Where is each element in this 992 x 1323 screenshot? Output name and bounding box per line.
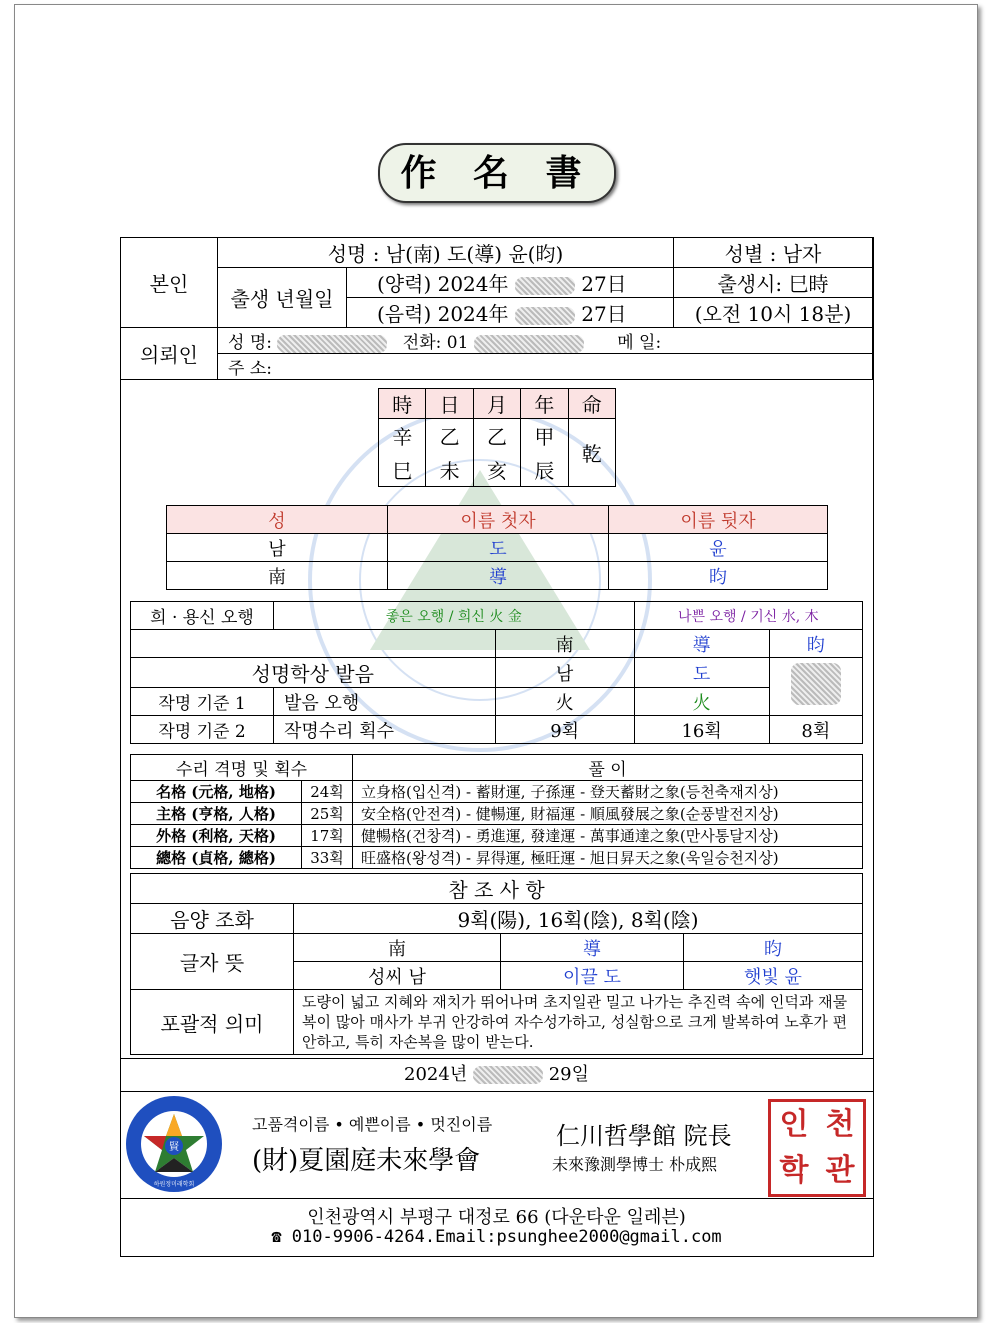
std2-value: 16획 xyxy=(634,716,769,744)
contact: ☎ 010-9906-4264.Email:psunghee2000@gmail.com xyxy=(271,1227,722,1247)
blurred-month xyxy=(515,307,575,325)
meaning-label: 글자 뜻 xyxy=(131,934,294,990)
office-title: 仁川哲學館 院長 xyxy=(556,1122,732,1150)
pron-value: 남 xyxy=(495,658,634,688)
reference-table xyxy=(130,873,863,1055)
meaning-hanja: 南 xyxy=(294,934,501,962)
name-hangul: 윤 xyxy=(609,534,828,562)
std1-value: 火 xyxy=(634,688,769,716)
slogan: 고품격이름 • 예쁜이름 • 멋진이름 xyxy=(252,1115,493,1134)
name-hanja: 導 xyxy=(388,562,609,590)
analysis-table xyxy=(130,601,863,744)
blurred-phone xyxy=(474,335,584,353)
saju-table xyxy=(378,388,616,487)
requester-label: 의뢰인 xyxy=(121,328,218,380)
analysis-hanja: 導 xyxy=(634,630,769,658)
std1-label: 작명 기준 1 xyxy=(131,688,274,716)
logo-center: 賢 xyxy=(169,1142,179,1153)
lunar-date: (음력) 2024年 27日 xyxy=(347,298,674,328)
meaning-hanja: 導 xyxy=(501,934,684,962)
birth-time-label: 출생시: 巳時 xyxy=(674,268,873,298)
name-hangul: 남 xyxy=(167,534,388,562)
suri-count: 24획 xyxy=(302,781,353,803)
birth-label: 출생 년월일 xyxy=(218,268,347,328)
society-logo xyxy=(124,1094,224,1194)
blurred-name xyxy=(277,335,387,353)
meaning-text: 이끌 도 xyxy=(501,962,684,990)
bad-element: 나쁜 오행 / 기신 水, 木 xyxy=(634,602,862,630)
std1-value: 火 xyxy=(495,688,634,716)
suri-table xyxy=(130,754,863,869)
suri-count: 33획 xyxy=(302,847,353,869)
saju-stem: 辛 xyxy=(379,419,426,453)
saju-header: 時 xyxy=(379,389,426,419)
reference-header: 참 조 사 항 xyxy=(131,874,863,904)
blurred-month xyxy=(515,277,575,295)
name-header: 성 xyxy=(167,506,388,534)
saju-branch: 亥 xyxy=(473,453,520,487)
suri-name: 主格 (亨格, 人格) xyxy=(131,803,302,825)
meaning-text: 성씨 남 xyxy=(294,962,501,990)
pron-label: 성명학상 발음 xyxy=(131,658,496,688)
std2-value: 9획 xyxy=(495,716,634,744)
name-line: 성명 : 남(南) 도(導) 윤(昀) xyxy=(218,238,674,268)
person-table xyxy=(120,237,873,380)
doctor-title: 未來豫測學博士 朴成熙 xyxy=(552,1155,718,1174)
std1-sub: 발음 오행 xyxy=(274,688,496,716)
blurred-cell xyxy=(791,663,841,705)
std2-value: 8획 xyxy=(769,716,862,744)
saju-branch: 巳 xyxy=(379,453,426,487)
pron-value-blurred xyxy=(769,658,862,716)
organization: (財)夏園庭未來學會 xyxy=(252,1146,481,1176)
requester-address: 주 소: xyxy=(218,354,873,380)
saju-stem: 甲 xyxy=(521,419,568,453)
name-hanja: 南 xyxy=(167,562,388,590)
saju-gender: 乾 xyxy=(568,419,615,487)
gender: 성별 : 남자 xyxy=(674,238,873,268)
suri-count: 17획 xyxy=(302,825,353,847)
issue-date: 2024년 29일 xyxy=(120,1058,873,1092)
document-title: 作 名 書 xyxy=(378,143,616,203)
saju-stem: 乙 xyxy=(473,419,520,453)
saju-header: 年 xyxy=(521,389,568,419)
suri-header: 수리 격명 및 획수 xyxy=(131,755,353,781)
address: 인천광역시 부평구 대정로 66 (다운타운 일레븐) xyxy=(120,1198,873,1229)
yinyang-label: 음양 조화 xyxy=(131,904,294,934)
pron-value: 도 xyxy=(634,658,769,688)
saju-header: 月 xyxy=(473,389,520,419)
name-header: 이름 첫자 xyxy=(388,506,609,534)
yinyang-value: 9획(陽), 16획(陰), 8획(陰) xyxy=(294,904,863,934)
analysis-label: 희 · 용신 오행 xyxy=(131,602,274,630)
birth-time: (오전 10시 18분) xyxy=(674,298,873,328)
saju-header: 命 xyxy=(568,389,615,419)
blank-cell xyxy=(131,630,496,658)
saju-stem: 乙 xyxy=(426,419,473,453)
requester-contact: 성 명: 전화: 01 메 일: xyxy=(218,328,873,354)
meaning-text: 햇빛 윤 xyxy=(684,962,863,990)
analysis-hanja: 南 xyxy=(495,630,634,658)
analysis-hanja: 昀 xyxy=(769,630,862,658)
solar-date: (양력) 2024年 27日 xyxy=(347,268,674,298)
name-header: 이름 뒷자 xyxy=(609,506,828,534)
std2-label: 작명 기준 2 xyxy=(131,716,274,744)
logo-bottom: 하원정미래학회 xyxy=(153,1181,195,1188)
suri-desc: 旺盛格(왕성격) - 昇得運, 極旺運 - 旭日昇天之象(욱일승천지상) xyxy=(353,847,863,869)
suri-name: 總格 (貞格, 總格) xyxy=(131,847,302,869)
name-hangul: 도 xyxy=(388,534,609,562)
saju-branch: 辰 xyxy=(521,453,568,487)
suri-desc: 立身格(입신격) - 蓄財運, 子孫運 - 登天蓄財之象(등천축재지상) xyxy=(353,781,863,803)
name-table xyxy=(166,505,828,590)
suri-desc: 健暢格(건창격) - 勇進運, 發達運 - 萬事通達之象(만사통달지상) xyxy=(353,825,863,847)
suri-desc: 安全格(안전격) - 健暢運, 財福運 - 順風發展之象(순풍발전지상) xyxy=(353,803,863,825)
meaning-hanja: 昀 xyxy=(684,934,863,962)
suri-count: 25획 xyxy=(302,803,353,825)
blurred-date xyxy=(473,1066,543,1084)
suri-name: 外格 (利格, 天格) xyxy=(131,825,302,847)
overall-label: 포괄적 의미 xyxy=(131,990,294,1055)
saju-branch: 未 xyxy=(426,453,473,487)
suri-header: 풀 이 xyxy=(353,755,863,781)
std2-sub: 작명수리 획수 xyxy=(274,716,496,744)
overall-text: 도량이 넓고 지혜와 재치가 뛰어나며 초지일관 밀고 나가는 추진력 속에 인덕과 재물복이 많아 매사가 부귀 안강하여 자수성가하고, 성실함으로 크게 발복하여 노후가 편안하고, 특히 자손복을 많이 받는다. xyxy=(294,990,863,1055)
person-label: 본인 xyxy=(121,238,218,328)
red-seal: 인 천 학 관 xyxy=(768,1099,866,1197)
name-hanja: 昀 xyxy=(609,562,828,590)
good-element: 좋은 오행 / 희신 火 金 xyxy=(274,602,635,630)
suri-name: 名格 (元格, 地格) xyxy=(131,781,302,803)
saju-header: 日 xyxy=(426,389,473,419)
